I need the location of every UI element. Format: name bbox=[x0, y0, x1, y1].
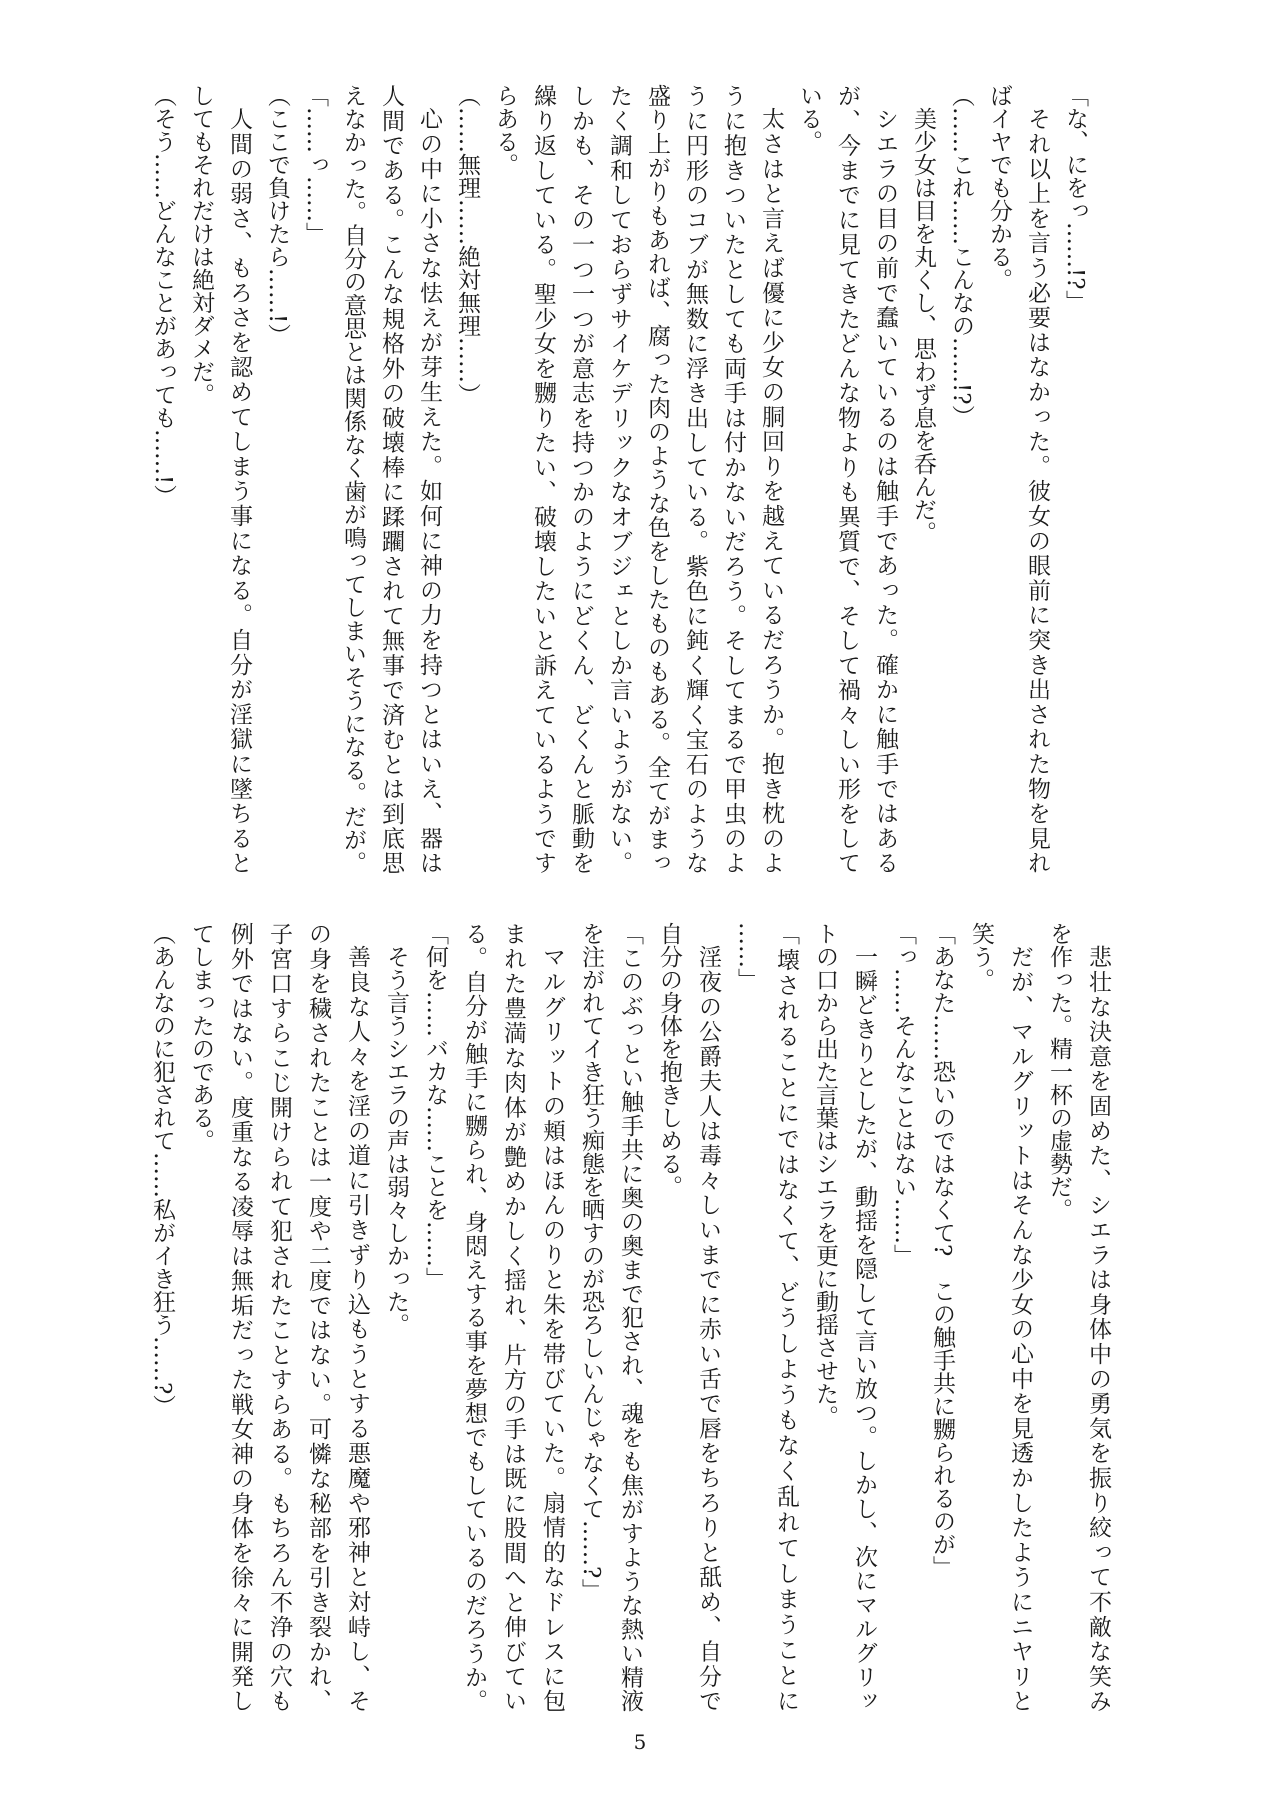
text-column: シエラの目の前で蠢いているのは触手であった。確かに触手ではある bbox=[872, 107, 898, 874]
text-column: 善良な人々を淫の道に引きずり込もうとする悪魔や邪神と対峙し、そ bbox=[344, 945, 370, 1712]
text-column: 一瞬どきりとしたが、動揺を隠して言い放つ。しかし、次にマルグリッ bbox=[851, 945, 877, 1712]
text-column: （……これ……こんなの……!?） bbox=[948, 84, 974, 428]
text-column: てしまったのである。 bbox=[188, 922, 214, 1152]
text-column: えなかった。自分の意思とは関係なく歯が鳴ってしまいそうになる。だが。 bbox=[340, 84, 366, 875]
text-column: を作った。精一杯の虚勢だ。 bbox=[1046, 922, 1072, 1221]
text-column: たく調和しておらずサイケデリックなオブジェとしか言いようがない。 bbox=[606, 84, 632, 874]
text-column: トの口から出た言葉はシエラを更に動揺させた。 bbox=[812, 922, 838, 1428]
text-column: ばイヤでも分かる。 bbox=[986, 84, 1012, 291]
text-column: 笑う。 bbox=[968, 922, 994, 991]
text-column: を注がれてイき狂う痴態を晒すのが恐ろしいんじゃなくて……?」 bbox=[578, 922, 604, 1602]
text-column: 「……っ……」 bbox=[302, 84, 328, 245]
text-column: それ以上を言う必要はなかった。彼女の眼前に突き出された物を見れ bbox=[1024, 107, 1050, 874]
text-column: 「何を……バカな……ことを……」 bbox=[422, 922, 448, 1290]
text-column: 太さはと言えば優に少女の胴回りを越えているだろうか。抱き枕のよ bbox=[758, 107, 784, 874]
text-column: うに円形のコブが無数に浮き出している。紫色に鈍く輝く宝石のような bbox=[682, 84, 708, 875]
text-column: 子宮口すらこじ開けられて犯されたことすらある。もちろん不浄の穴も bbox=[266, 922, 292, 1713]
text-column: 自分の身体を抱きしめる。 bbox=[656, 922, 682, 1198]
text-column: （そう……どんなことがあっても……!） bbox=[150, 84, 176, 508]
text-column: 淫夜の公爵夫人は毒々しいまでに赤い舌で唇をちろりと舐め、自分で bbox=[695, 945, 721, 1712]
text-column: そう言うシエラの声は弱々しかった。 bbox=[383, 945, 409, 1336]
text-column: 美少女は目を丸くし、思わず息を呑んだ。 bbox=[910, 107, 936, 544]
page-number: 5 bbox=[633, 1730, 647, 1754]
text-column: いる。 bbox=[796, 84, 822, 153]
text-column: （あんなのに犯されて……私がイき狂う……?） bbox=[149, 922, 175, 1418]
text-column: うに抱きついたとしても両手は付かないだろう。そしてまるで甲虫のよ bbox=[720, 84, 746, 874]
text-column: マルグリットの頬はほんのりと朱を帯びていた。扇情的なドレスに包 bbox=[539, 945, 565, 1712]
text-column: （……無理……絶対無理……） bbox=[454, 84, 480, 406]
text-column: 「あなた……恐いのではなくて? この触手共に嬲られるのが」 bbox=[929, 922, 955, 1579]
text-column: してもそれだけは絶対ダメだ。 bbox=[188, 84, 214, 406]
text-column: 盛り上がりもあれば、腐った肉のような色をしたものもある。全てがまっ bbox=[644, 84, 670, 874]
text-column: 例外ではない。度重なる凌辱は無垢だった戦女神の身体を徐々に開発し bbox=[227, 922, 253, 1713]
text-column: だが、マルグリットはそんな少女の心中を見透かしたようにニヤリと bbox=[1007, 945, 1033, 1712]
text-column: らある。 bbox=[492, 84, 518, 176]
text-column: 「な、にをっ……!?」 bbox=[1062, 84, 1088, 313]
text-column: の身を穢されたことは一度や二度ではない。可憐な秘部を引き裂かれ、 bbox=[305, 922, 331, 1713]
text-column: （ここで負けたら……!） bbox=[264, 84, 290, 347]
text-column: 「壊されることにではなくて、どうしようもなく乱れてしまうことに bbox=[773, 922, 799, 1712]
text-block-top bbox=[144, 84, 1094, 874]
text-column: 人間の弱さ、もろさを認めてしまう事になる。自分が淫獄に墜ちると bbox=[226, 107, 252, 874]
text-column: 心の中に小さな怯えが芽生えた。如何に神の力を持つとはいえ、器は bbox=[416, 107, 442, 874]
text-column: 人間である。こんな規格外の破壊棒に蹂躙されて無事で済むとは到底思 bbox=[378, 84, 404, 874]
text-column: 「っ……そんなことはない……」 bbox=[890, 922, 916, 1267]
text-block-bottom bbox=[142, 922, 1117, 1712]
text-column: 繰り返している。聖少女を嬲りたい、破壊したいと訴えているようです bbox=[530, 84, 556, 874]
text-column: が、今までに見てきたどんな物よりも異質で、そして禍々しい形をして bbox=[834, 84, 860, 875]
text-column: しかも、その一つ一つが意志を持つかのようにどくん、どくんと脈動を bbox=[568, 84, 594, 874]
text-column: 「このぶっとい触手共に奥の奥まで犯され、魂をも焦がすような熱い精液 bbox=[617, 922, 643, 1712]
text-column: まれた豊満な肉体が艶めかしく揺れ、片方の手は既に股間へと伸びてい bbox=[500, 922, 526, 1713]
text-column: ……」 bbox=[734, 922, 760, 991]
text-column: 悲壮な決意を固めた、シエラは身体中の勇気を振り絞って不敵な笑み bbox=[1085, 945, 1111, 1712]
text-column: る。自分が触手に嬲られ、身悶えする事を夢想でもしているのだろうか。 bbox=[461, 922, 487, 1712]
